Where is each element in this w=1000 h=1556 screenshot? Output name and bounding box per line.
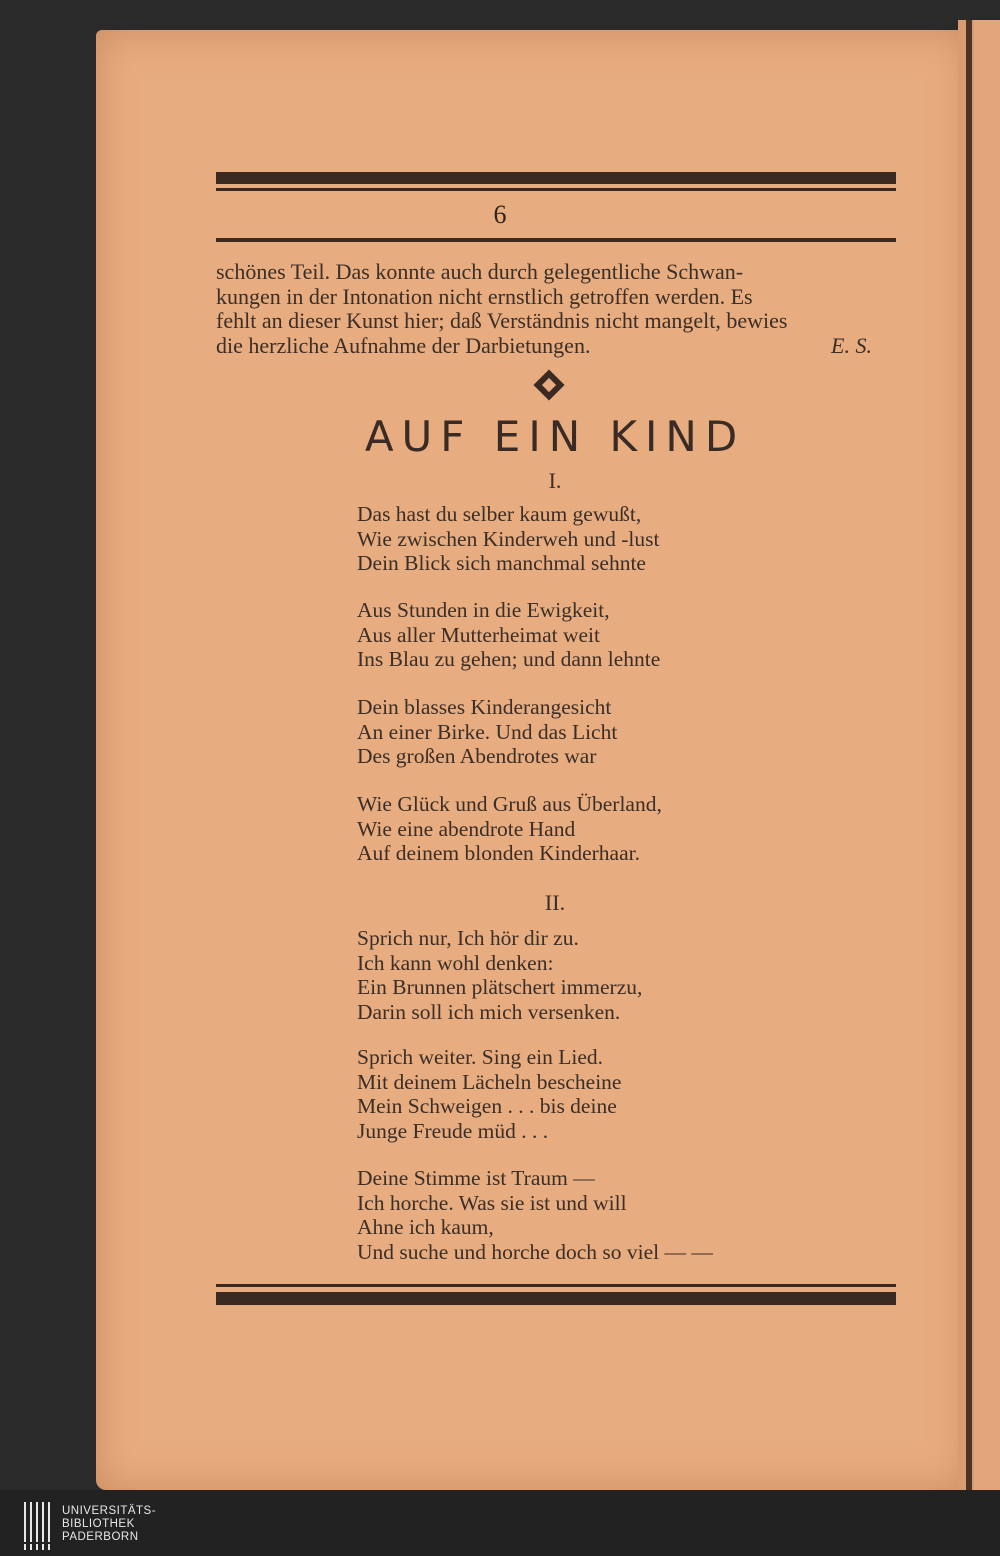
- verse-line: Des großen Abendrotes war: [357, 744, 597, 768]
- library-name-line: UNIVERSITÄTS-: [62, 1505, 157, 1517]
- prose-line: die herzliche Aufnahme der Darbietungen.: [216, 332, 591, 358]
- bottom-rule-thick: [216, 1292, 896, 1305]
- page-number: 6: [493, 200, 507, 229]
- header-underline: [216, 238, 896, 242]
- top-rule-thick: [216, 172, 896, 184]
- verse-line: Auf deinem blonden Kinderhaar.: [357, 841, 640, 865]
- verse-line: Ahne ich kaum,: [357, 1215, 494, 1239]
- facing-page: [974, 20, 1000, 1500]
- verse-line: An einer Birke. Und das Licht: [357, 719, 618, 744]
- stanza: [357, 502, 817, 576]
- verse-line: Das hast du selber kaum gewußt,: [357, 502, 642, 526]
- top-rule-thin: [216, 188, 896, 191]
- bottom-rule-thin: [216, 1284, 896, 1287]
- stanza: [357, 926, 817, 1024]
- book-spine: [966, 20, 972, 1500]
- verse-line: Deine Stimme ist Traum —: [357, 1166, 595, 1190]
- verse-line: Aus Stunden in die Ewigkeit,: [357, 598, 610, 622]
- verse-line: Sprich weiter. Sing ein Lied.: [357, 1045, 604, 1069]
- prose-line: kungen in der Intonation nicht ernstlich getroffen werden. Es: [216, 283, 753, 309]
- library-name: [62, 1505, 156, 1544]
- verse-line: Dein blasses Kinderangesicht: [357, 695, 612, 719]
- verse-line: Wie eine abendrote Hand: [357, 816, 576, 841]
- verse-line: Ich horche. Was sie ist und will: [357, 1190, 627, 1215]
- stanza: [357, 792, 817, 866]
- poem-title: AUF EIN KIND: [364, 412, 746, 461]
- verse-line: Wie Glück und Gruß aus Überland,: [357, 792, 662, 816]
- stanza: [357, 1166, 817, 1264]
- prose-last-line: [216, 334, 900, 359]
- prose-line: schönes Teil. Das konnte auch durch gelegentliche Schwan-: [216, 259, 744, 284]
- verse-line: Ein Brunnen plätschert immerzu,: [357, 975, 643, 999]
- stanza: [357, 1045, 817, 1143]
- stanza: [357, 598, 817, 672]
- verse-line: Mein Schweigen . . . bis deine: [357, 1094, 617, 1118]
- verse-line: Mit deinem Lächeln bescheine: [357, 1069, 622, 1094]
- verse-line: Wie zwischen Kinderweh und -lust: [357, 526, 660, 551]
- prose-continuation: [216, 260, 900, 358]
- section-number: I.: [548, 468, 562, 493]
- stanza: [357, 695, 817, 769]
- verse-line: Dein Blick sich manchmal sehnte: [357, 551, 646, 575]
- prose-line: fehlt an dieser Kunst hier; daß Verständnis nicht mangelt, bewies: [216, 308, 788, 333]
- verse-line: Ich kann wohl denken:: [357, 950, 554, 975]
- verse-line: Ins Blau zu gehen; und dann lehnte: [357, 647, 661, 671]
- library-name-line: PADERBORN: [62, 1531, 139, 1543]
- library-name-line: BIBLIOTHEK: [62, 1518, 135, 1530]
- verse-line: Junge Freude müd . . .: [357, 1118, 549, 1143]
- signature: E. S.: [831, 332, 872, 358]
- verse-line: Sprich nur, Ich hör dir zu.: [357, 926, 579, 950]
- verse-line: Aus aller Mutterheimat weit: [357, 622, 600, 647]
- section-number: II.: [544, 890, 566, 915]
- verse-line: Darin soll ich mich versenken.: [357, 999, 621, 1024]
- library-logo-icon: [24, 1502, 52, 1550]
- verse-line: Und suche und horche doch so viel — —: [357, 1239, 713, 1264]
